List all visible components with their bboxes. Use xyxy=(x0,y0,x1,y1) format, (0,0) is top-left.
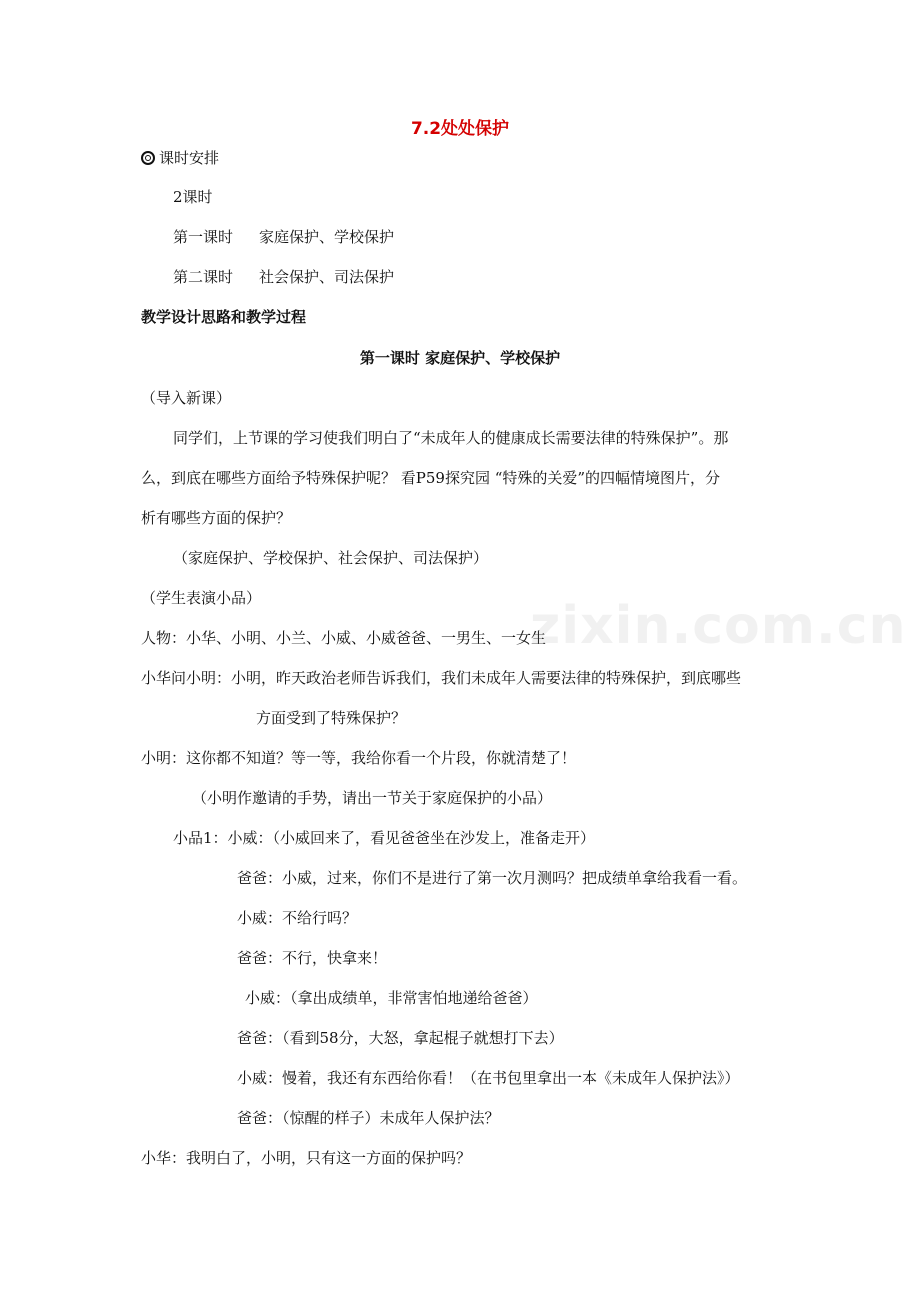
skit-scene-line2: 爸爸：小威，过来，你们不是进行了第一次月测吗？把成绩单拿给我看一看。 xyxy=(237,869,748,887)
skit-label: （学生表演小品） xyxy=(141,589,262,607)
skit-question-cont: 方面受到了特殊保护？ xyxy=(256,709,407,727)
skit-answer: 小明：这你都不知道？等一等，我给你看一个片段，你就清楚了！ xyxy=(141,749,577,767)
lesson1-label: 第一课时 xyxy=(173,228,234,246)
schedule-heading: 课时安排 xyxy=(159,149,220,167)
schedule-heading-row xyxy=(141,148,219,168)
skit-scene-line3: 小威：不给行吗？ xyxy=(237,909,358,927)
watermark: zixin.com.cn xyxy=(530,596,907,656)
skit-question: 小华问小明：小明，昨天政治老师告诉我们，我们未成年人需要法律的特殊保护，到底哪些 xyxy=(141,669,742,687)
lesson2-topic: 社会保护、司法保护 xyxy=(259,268,395,286)
lesson-heading: 第一课时 家庭保护、学校保护 xyxy=(359,349,561,367)
skit-scene-line1: 小品1：小威：（小威回来了，看见爸爸坐在沙发上，准备走开） xyxy=(173,829,596,847)
skit-scene-line7: 小威：慢着，我还有东西给你看！（在书包里拿出一本《未成年人保护法》） xyxy=(237,1069,740,1087)
skit-scene-line4: 爸爸：不行，快拿来！ xyxy=(237,949,388,967)
document-title: 7.2处处保护 xyxy=(410,119,510,139)
lesson2-label: 第二课时 xyxy=(173,268,234,286)
skit-scene-line6: 爸爸：（看到58分，大怒，拿起棍子就想打下去） xyxy=(237,1029,564,1047)
design-heading: 教学设计思路和教学过程 xyxy=(141,308,307,326)
intro-label: （导入新课） xyxy=(141,389,232,407)
skit-scene-line8: 爸爸：（惊醒的样子）未成年人保护法？ xyxy=(237,1109,500,1127)
schedule-lesson2 xyxy=(173,267,394,287)
skit-scene-line5: 小威：（拿出成绩单，非常害怕地递给爸爸） xyxy=(245,989,538,1007)
schedule-total: 2课时 xyxy=(173,188,213,206)
skit-closing-line: 小华：我明白了，小明，只有这一方面的保护吗？ xyxy=(141,1149,472,1167)
intro-paragraph-line1: 同学们，上节课的学习使我们明白了“未成年人的健康成长需要法律的特殊保护”。那 xyxy=(173,429,729,447)
skit-characters: 人物：小华、小明、小兰、小威、小威爸爸、一男生、一女生 xyxy=(141,629,547,647)
schedule-lesson1 xyxy=(173,227,394,247)
skit-stage-direction: （小明作邀请的手势，请出一节关于家庭保护的小品） xyxy=(192,789,553,807)
intro-paragraph-line2: 么，到底在哪些方面给予特殊保护呢？ 看P59探究园 “特殊的关爱”的四幅情境图片，分 xyxy=(141,469,721,487)
circle-bullet-icon xyxy=(141,151,155,165)
intro-answer: （家庭保护、学校保护、社会保护、司法保护） xyxy=(173,549,489,567)
lesson1-topic: 家庭保护、学校保护 xyxy=(259,228,395,246)
intro-paragraph-line3: 析有哪些方面的保护？ xyxy=(141,509,292,527)
